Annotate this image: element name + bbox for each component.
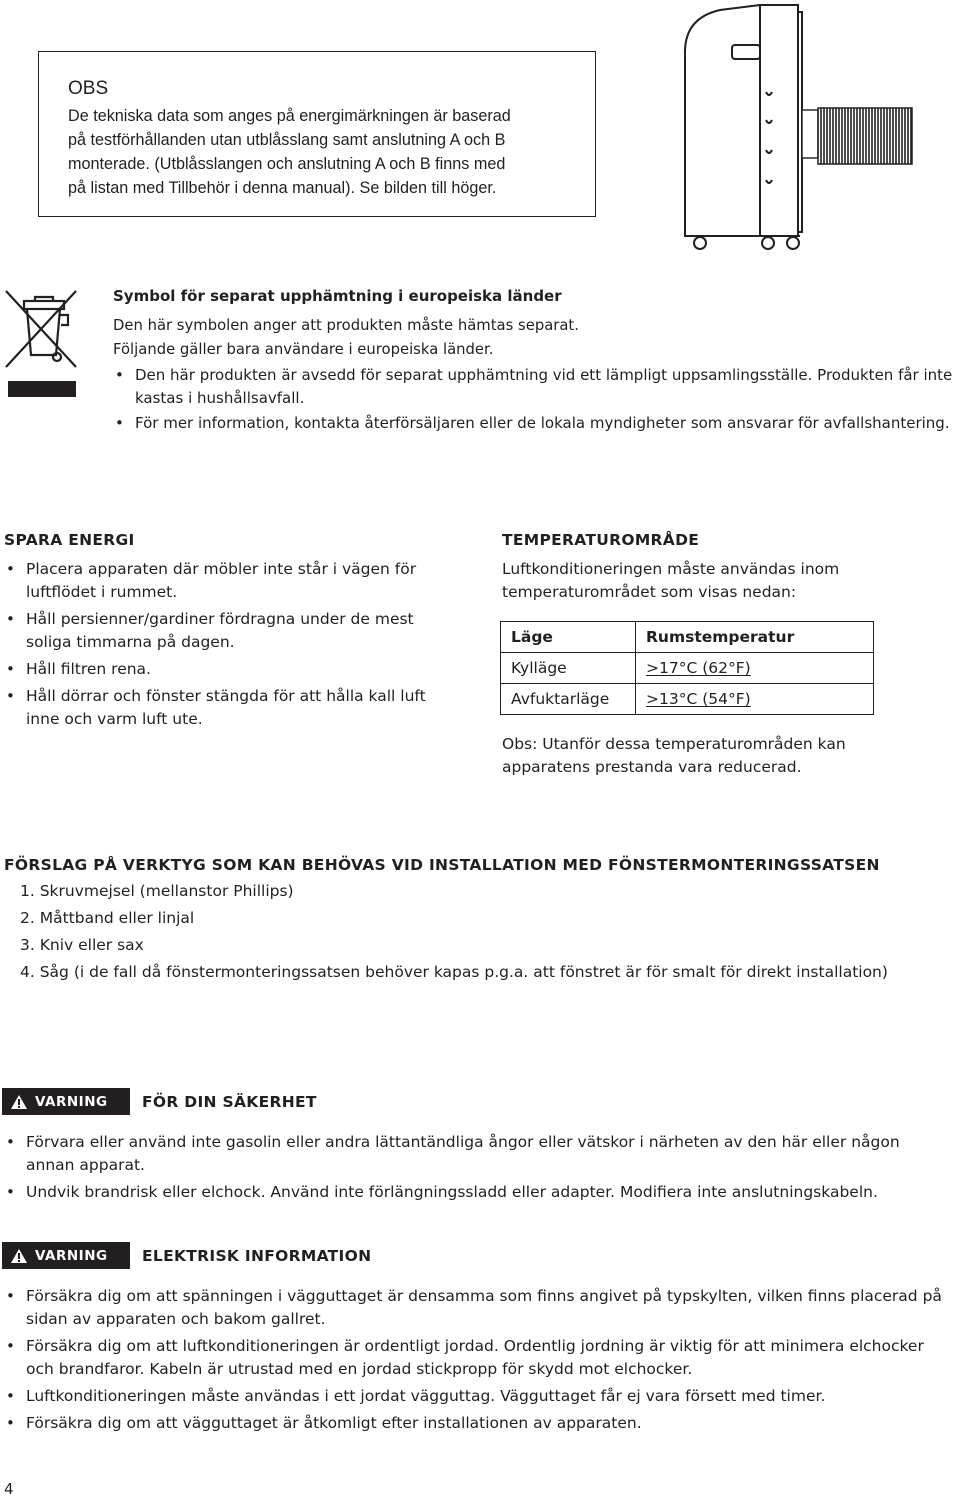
list-item: • Håll dörrar och fönster stängda för att hålla kall luft inne och varm luft ute.	[4, 685, 444, 731]
list-item: 2. Måttband eller linjal	[20, 909, 195, 927]
electric-title: ELEKTRISK INFORMATION	[142, 1247, 372, 1265]
spara-title: SPARA ENERGI	[4, 531, 135, 549]
tools-title: FÖRSLAG PÅ VERKTYG SOM KAN BEHÖVAS VID INSTALLATION MED FÖNSTERMONTERINGSSATSEN	[4, 856, 880, 874]
obs-title: OBS	[68, 78, 109, 99]
obs-line: på testförhållanden utan utblåsslang samt anslutning A och B	[68, 131, 506, 149]
electric-bullets	[4, 1285, 944, 1435]
list-item: • Försäkra dig om att vägguttaget är åtkomligt efter installationen av apparaten.	[4, 1412, 944, 1435]
obs-line: monterade. (Utblåsslangen och anslutning A och B finns med	[68, 155, 506, 173]
warning-icon	[11, 1095, 27, 1109]
obs-line: på listan med Tillbehör i denna manual). Se bilden till höger.	[68, 179, 497, 197]
list-item: • Förvara eller använd inte gasolin eller andra lättantändliga ångor eller vätskor i närheten av den här eller någon annan apparat.	[4, 1131, 934, 1177]
list-item: • Undvik brandrisk eller elchock. Använd inte förlängningssladd eller adapter. Modifiera inte anslutningskabeln.	[4, 1181, 934, 1204]
weee-bin-icon	[4, 287, 78, 399]
weee-title: Symbol för separat upphämtning i europeiska länder	[113, 287, 562, 305]
table-cell: Kylläge	[501, 653, 636, 684]
list-item: • För mer information, kontakta återförsäljaren eller de lokala myndigheter som ansvarar för avfallshantering.	[113, 412, 953, 435]
list-item: • Försäkra dig om att spänningen i vägguttaget är densamma som finns angivet på typskylten, vilken finns placerad på sidan av apparaten och bakom gallret.	[4, 1285, 944, 1331]
temp-title: TEMPERATUROMRÅDE	[502, 531, 700, 549]
list-item: • Den här produkten är avsedd för separat upphämtning vid ett lämpligt uppsamlingsställe. Produkten får inte kastas i hushållsavfall.	[113, 364, 953, 409]
weee-text	[113, 314, 953, 435]
temperature-table	[500, 621, 874, 715]
list-item: • Försäkra dig om att luftkonditioneringen är ordentligt jordad. Ordentlig jordning är viktig för att minimera elchocker och brandfaror. Kabeln är utrustad med en jordad stickpropp för skydd mot elchocker.	[4, 1335, 944, 1381]
warning-label: VARNING	[35, 1247, 108, 1264]
temp-value: >17°C (62°F)	[646, 659, 751, 677]
temp-value: >13°C (54°F)	[646, 690, 751, 708]
list-item: 1. Skruvmejsel (mellanstor Phillips)	[20, 882, 294, 900]
safety-bullets	[4, 1131, 934, 1204]
list-item: 3. Kniv eller sax	[20, 936, 144, 954]
list-item: • Håll persienner/gardiner fördragna under de mest soliga timmarna på dagen.	[4, 608, 444, 654]
temp-note: Obs: Utanför dessa temperaturområden kan apparatens prestanda vara reducerad.	[502, 735, 846, 776]
temp-intro: Luftkonditioneringen måste användas inom temperaturområdet som visas nedan:	[502, 560, 840, 601]
safety-title: FÖR DIN SÄKERHET	[142, 1093, 317, 1111]
weee-bullets	[113, 364, 953, 435]
table-row	[501, 653, 874, 684]
table-header-row	[501, 622, 874, 653]
table-cell	[636, 684, 874, 715]
air-conditioner-illustration	[680, 0, 915, 258]
table-header-cell: Läge	[501, 622, 636, 653]
tools-list	[20, 878, 888, 986]
warning-badge	[2, 1242, 130, 1269]
warning-label: VARNING	[35, 1093, 108, 1110]
list-item: • Håll filtren rena.	[4, 658, 444, 681]
list-item: • Luftkonditioneringen måste användas i ett jordat vägguttag. Vägguttaget får ej vara försett med timer.	[4, 1385, 944, 1408]
list-item: 4. Såg (i de fall då fönstermonteringssatsen behöver kapas p.g.a. att fönstret är för smalt för direkt installation)	[20, 963, 888, 981]
warning-icon	[11, 1249, 27, 1263]
warning-badge	[2, 1088, 130, 1115]
table-cell	[636, 653, 874, 684]
weee-line: Den här symbolen anger att produkten måste hämtas separat.	[113, 317, 579, 334]
table-row	[501, 684, 874, 715]
weee-line: Följande gäller bara användare i europeiska länder.	[113, 341, 494, 358]
table-cell: Avfuktarläge	[501, 684, 636, 715]
obs-text	[68, 104, 588, 200]
page-number: 4	[4, 1480, 14, 1498]
obs-line: De tekniska data som anges på energimärkningen är baserad	[68, 107, 511, 125]
spara-bullets	[4, 558, 444, 731]
table-header-cell: Rumstemperatur	[636, 622, 874, 653]
list-item: • Placera apparaten där möbler inte står i vägen för luftflödet i rummet.	[4, 558, 444, 604]
